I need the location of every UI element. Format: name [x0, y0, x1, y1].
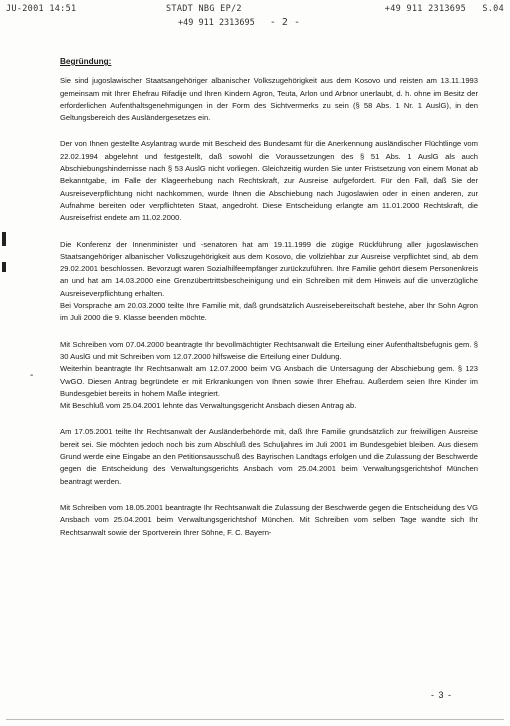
paragraph: Mit Schreiben vom 07.04.2000 beantragte Ihr bevollmächtigter Rechtsanwalt die Erteilung einer Aufenthaltsbefugnis gem. § 30 AuslG und mit Schreiben vom 12.07.2000 hilfsweise die Erteilung einer Duldung. Weiterhin beantragte Ihr Rechtsanwalt am 12.07.2000 beim VG Ansbach die Untersagung der Abschiebung gem. § 123 VwGO. Diesen Antrag begründete er mit Erkrankungen von Ihnen sowie Ihrer Ehefrau. Außerdem seien Ihre Kinder im Bundesgebiet bereits in hohem Maße integriert. Mit Beschluß vom 25.04.2001 lehnte das Verwaltungsgericht Ansbach diesen Antrag ab. — [60, 339, 478, 411]
margin-mark — [2, 262, 6, 272]
document-body — [60, 56, 478, 553]
page-footer: - 3 - — [430, 690, 452, 700]
section-heading: Begründung: — [60, 57, 112, 66]
bottom-rule — [6, 719, 504, 720]
fax-number: +49 911 2313695 — [384, 4, 467, 14]
page-marker: - 2 - — [269, 17, 300, 28]
paragraph: Die Konferenz der Innenminister und -senatoren hat am 19.11.1999 die zügige Rückführung aller jugoslawischen Staatsangehöriger albanischer Volkszugehörigkeit aus dem Kosovo, die vollziehbar zur Ausreise verpflichtet sind, ab dem 29.02.2001 beschlossen. Bevorzugt waren Sozialhilfeempfänger zurückzuführen. Ihre Familie gehört diesem Personenkreis an und hat am 14.03.2000 eine Grenzübertrittsbescheinigung und ein Schreiben mit dem Hinweis auf die unverzügliche Ausreiseverpflichtung erhalten. Bei Vorsprache am 20.03.2000 teilte Ihre Familie mit, daß grundsätzlich Ausreisebereitschaft bestehe, aber Ihr Sohn Agron im Juli 2000 die 9. Klasse beenden möchte. — [60, 239, 478, 323]
fax-date-time: JU-2001 14:51 — [6, 4, 77, 14]
margin-dash: - — [30, 370, 34, 381]
margin-mark — [2, 232, 6, 246]
fax-subheader — [178, 17, 300, 28]
paragraph: Sie sind jugoslawischer Staatsangehöriger albanischer Volkszugehörigkeit aus dem Kosovo und reisten am 13.11.1993 gemeinsam mit Ihrer Ehefrau Rifadije und Ihren Kindern Agron, Teuta, Arlon und Arbnor unerlaubt, d. h. ohne im Besitz der erforderlichen Aufenthaltsgenehmigungen in der Form des Sichtvermerks zu sein (§ 58 Abs. 1 Nr. 1 AuslG), in den Geltungsbereich des Ausländergesetzes ein. — [60, 76, 478, 123]
paragraph: Mit Schreiben vom 18.05.2001 beantragte Ihr Rechtsanwalt die Zulassung der Beschwerde gegen die Entscheidung des VG Ansbach vom 25.04.2001 beim Verwaltungsgerichtshof München. Mit Schreiben vom selben Tage wandte sich Ihr Rechtsanwalt sowie der Sportverein Ihrer Söhne, F. C. Bayern- — [60, 502, 478, 537]
fax-sender: STADT NBG EP/2 — [166, 4, 242, 14]
fax-page-code: S.04 — [482, 4, 504, 14]
fax-number-sub: +49 911 2313695 — [178, 18, 255, 28]
paragraph: Der von Ihnen gestellte Asylantrag wurde mit Bescheid des Bundesamt für die Anerkennung ausländischer Flüchtlinge vom 22.02.1994 abgelehnt und festgestellt, daß sowohl die Voraussetzungen des § 51 Abs. 1 AuslG als auch Abschiebungshindernisse nach § 53 AuslG nicht vorliegen. Gleichzeitig wurden Sie unter Fristsetzung von einem Monat ab Bekanntgabe, im Falle der Klageerhebung nach Rechtskraft, zur Ausreise aufgefordert. Für den Fall, daß Sie der Ausreiseverpflichtung nicht nachkommen, wurde Ihnen die Abschiebung nach Jugoslawien oder in einen anderen, zur Aufnahme bereiten oder verpflichteten Staat, angedroht. Diese Entscheidung erlangte am 11.01.2000 Rechtskraft, die Ausreisefrist endete am 11.02.2000. — [60, 139, 478, 223]
fax-number-page — [385, 4, 504, 14]
paragraph: Am 17.05.2001 teilte Ihr Rechtsanwalt der Ausländerbehörde mit, daß Ihre Familie grundsätzlich zur freiwilligen Ausreise bereit sei. Sie möchten jedoch noch bis zum Abschluß des Schuljahres im Juli 2001 im Bundesgebiet bleiben. Aus diesem Grund werde eine Eingabe an den Petitionsausschuß des Bayrischen Landtags erfolgen und die Zulassung der Beschwerde gegen die Entscheidung des Verwaltungsgerichts Ansbach vom 25.04.2001 beim Verwaltungsgerichtshof München beantragt werden. — [60, 427, 478, 486]
